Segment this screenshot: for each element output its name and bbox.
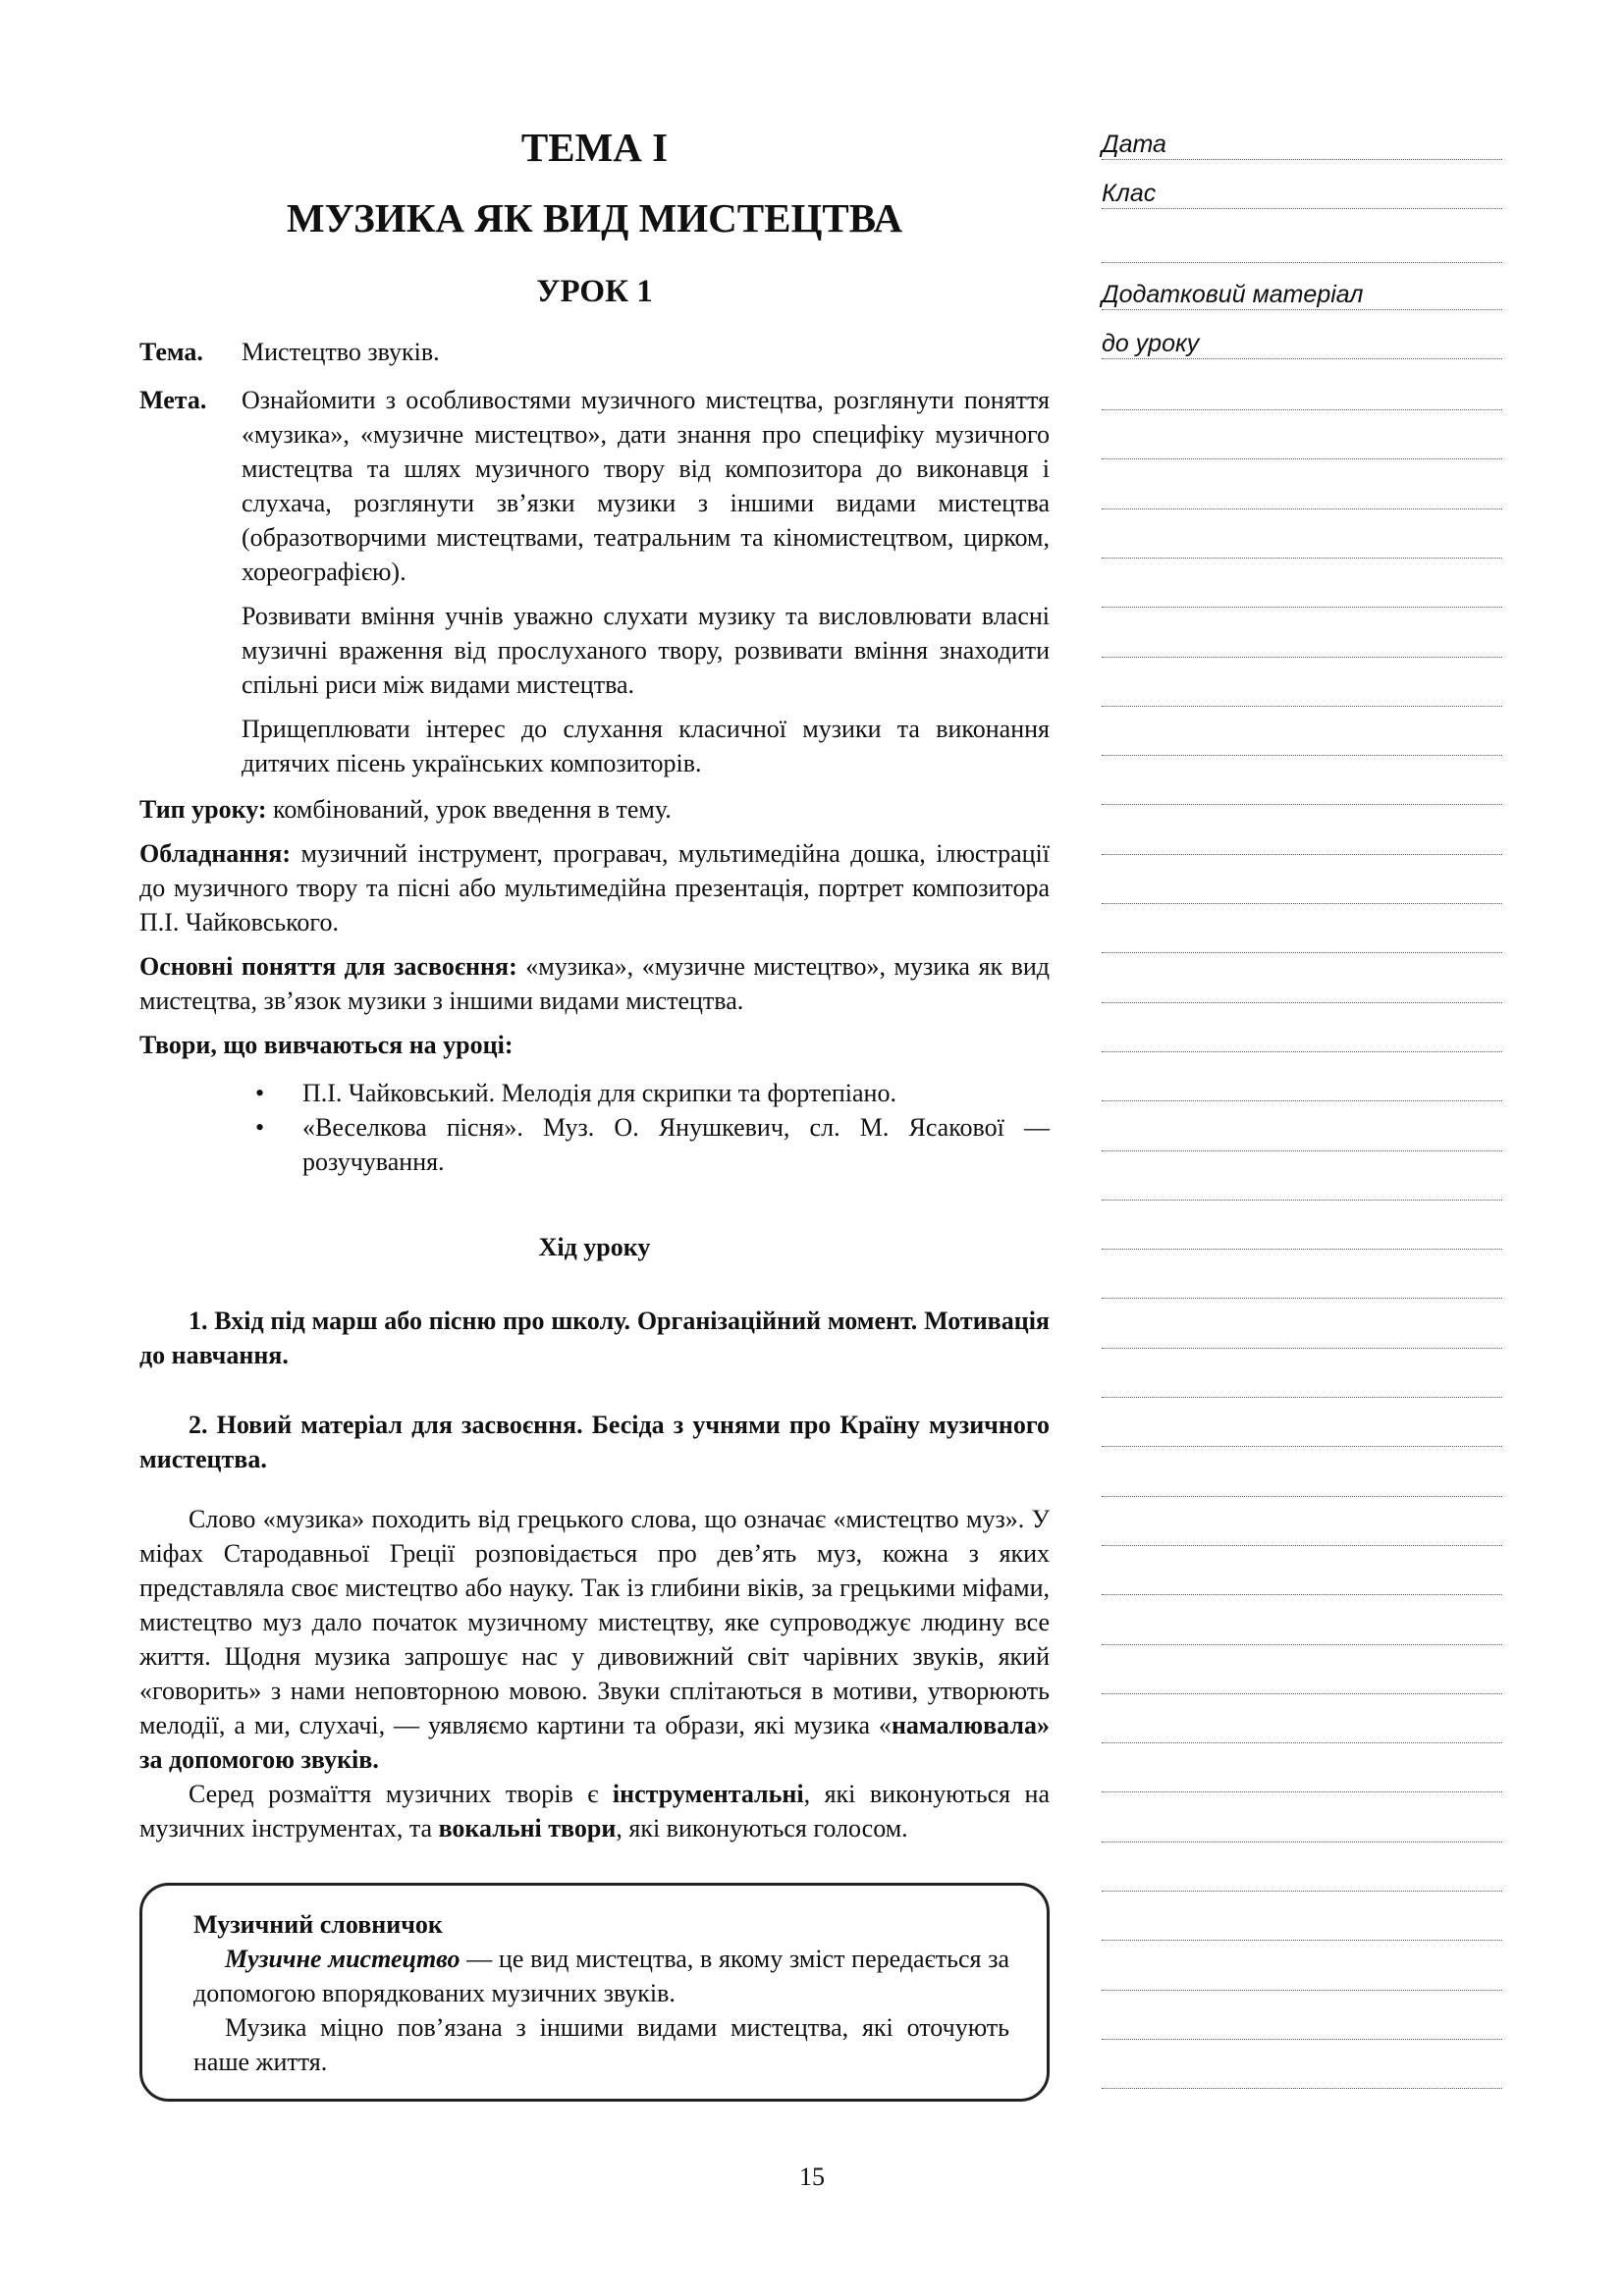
note-line	[1102, 1150, 1502, 1151]
note-line	[1102, 1249, 1502, 1250]
instrumental-term: інструментальні	[612, 1780, 804, 1808]
note-line	[1102, 1100, 1502, 1101]
note-line	[1102, 1891, 1502, 1892]
glossary-term: Музичне мистецтво	[225, 1945, 460, 1973]
note-line	[1102, 1496, 1502, 1497]
meta-paragraph-1: Ознайомити з особливостями музичного мистецтва, розглянути поняття «музика», «музичне мистецтво», дати знання про специфіку музичного мистецтва та шлях музичного твору від композитора до виконавця і слухача, розглянути зв’язки музики з іншими видами мистецтва (образотворчими мистецтвами, театральним та кіномистецтвом, цирком, хореографією).	[242, 386, 1050, 586]
glossary-paragraph-2: Музика міцно пов’язана з іншими видами мистецтва, які оточують наше життя.	[193, 2013, 1009, 2076]
osnovni-value: «музика», «музичне мистецтво», музика як вид мистецтва, зв’язок музики з іншими видами мистецтва.	[139, 952, 1051, 1015]
body-paragraph-2: Серед розмаїття музичних творів є інструментальні, які виконуються на музичних інструментах, та вокальні твори, які виконуються голосом.	[139, 1780, 1050, 1842]
note-line	[1102, 1940, 1502, 1941]
meta-paragraph-2: Розвивати вміння учнів уважно слухати музику та висловлювати власні музичні враження від прослуханого твору, розвивати вміння знаходити спільні риси між видами мистецтва.	[242, 602, 1050, 699]
meta-field	[139, 383, 1050, 780]
list-item	[255, 1110, 1050, 1179]
lesson-heading: УРОК 1	[536, 274, 653, 309]
note-line	[1102, 804, 1502, 805]
note-line	[1102, 1397, 1502, 1398]
note-line	[1102, 1348, 1502, 1349]
osnovni-field	[139, 949, 1050, 1018]
vocal-term: вокальні твори	[438, 1814, 617, 1842]
tema-value: Мистецтво звуків.	[242, 338, 440, 366]
bullet-icon: •	[255, 1079, 265, 1107]
note-line	[1102, 1990, 1502, 1991]
note-line	[1102, 1644, 1502, 1645]
date-line: Дата	[1102, 130, 1502, 160]
typ-value: комбінований, урок введення в тему.	[273, 795, 672, 824]
obladnannia-field	[139, 836, 1050, 939]
note-line	[1102, 1594, 1502, 1595]
note-line	[1102, 409, 1502, 410]
note-line	[1102, 1693, 1502, 1694]
topic-title: МУЗИКА ЯК ВИД МИСТЕЦТВА	[286, 195, 903, 240]
note-line	[1102, 262, 1502, 263]
osnovni-label: Основні поняття для засвоєння:	[139, 952, 517, 981]
step-1: 1. Вхід під марш або пісню про школу. Організаційний момент. Мотивація до навчання.	[139, 1307, 1050, 1369]
note-line	[1102, 2088, 1502, 2089]
meta-label: Мета.	[139, 386, 207, 414]
for-lesson-line: до уроку	[1102, 329, 1502, 359]
extra-material-line: Додатковий матеріал	[1102, 280, 1502, 310]
glossary-definition: Музичне мистецтво — це вид мистецтва, в якому зміст передається за допомогою впорядкованих музичних звуків.	[193, 1945, 1010, 2007]
note-line	[1102, 607, 1502, 608]
note-line	[1102, 706, 1502, 707]
note-line	[1102, 458, 1502, 459]
note-line	[1102, 508, 1502, 509]
obladnannia-value: музичний інструмент, програвач, мультимедійна дошка, ілюстрації до музичного твору та пісні або мультимедійна презентація, портрет композитора П.І. Чайковського.	[139, 839, 1050, 936]
body-paragraph-1: Слово «музика» походить від грецького слова, що означає «мистецтво муз». У міфах Стародавньої Греції розповідається про дев’ять муз, кожна з яких представляла своє мистецтво або науку. Так із глибини віків, за грецькими міфами, мистецтво муз дало початок музичному мистецтву, яке супроводжує людину все життя. Щодня музика запрошує нас у дивовижний світ чарівних звуків, який «говорить» з нами неповторною мовою. Звуки сплітаються в мотиви, утворюють мелодії, а ми, слухачі, — уявляємо картини та образи, які музика «намалювала» за допомогою звуків.	[139, 1505, 1050, 1774]
list-item	[255, 1076, 1050, 1110]
note-line	[1102, 854, 1502, 855]
glossary-box	[139, 1883, 1050, 2102]
note-line	[1102, 1200, 1502, 1201]
note-line	[1102, 1002, 1502, 1003]
note-line	[1102, 1051, 1502, 1052]
tema-label: Тема.	[139, 338, 203, 366]
note-line	[1102, 1298, 1502, 1299]
note-line	[1102, 1742, 1502, 1743]
glossary-title: Музичний словничок	[193, 1910, 443, 1939]
typ-field	[139, 792, 1050, 827]
bullet-icon: •	[255, 1113, 265, 1142]
note-line	[1102, 558, 1502, 559]
main-column	[139, 123, 1050, 2102]
tvory-list	[255, 1076, 1050, 1179]
tema-field	[139, 335, 1050, 369]
tvory-item-1: П.І. Чайковський. Мелодія для скрипки та фортепіано.	[302, 1079, 896, 1107]
class-line: Клас	[1102, 179, 1502, 209]
tvory-label: Твори, що вивчаються на уроці:	[139, 1031, 514, 1059]
note-line	[1102, 2039, 1502, 2040]
note-line	[1102, 1545, 1502, 1546]
page-number: 15	[799, 2163, 825, 2191]
note-line	[1102, 657, 1502, 658]
step-2: 2. Новий матеріал для засвоєння. Бесіда з учнями про Країну музичного мистецтва.	[139, 1411, 1050, 1473]
tvory-item-2: «Веселкова пісня». Муз. О. Янушкевич, сл. М. Ясакової — розучування.	[302, 1113, 1050, 1176]
note-line	[1102, 952, 1502, 953]
note-line	[1102, 755, 1502, 756]
note-line	[1102, 903, 1502, 904]
note-line	[1102, 1791, 1502, 1792]
topic-heading: ТЕМА І	[520, 125, 669, 170]
obladnannia-label: Обладнання:	[139, 839, 291, 868]
note-line	[1102, 1446, 1502, 1447]
lesson-progress-heading: Хід уроку	[538, 1233, 651, 1261]
typ-label: Тип уроку:	[139, 795, 267, 824]
body-bold-phrase: намалювала» за допомогою звуків.	[139, 1711, 1050, 1774]
meta-paragraph-3: Прищеплювати інтерес до слухання класичної музики та виконання дитячих пісень українських композиторів.	[242, 715, 1050, 777]
